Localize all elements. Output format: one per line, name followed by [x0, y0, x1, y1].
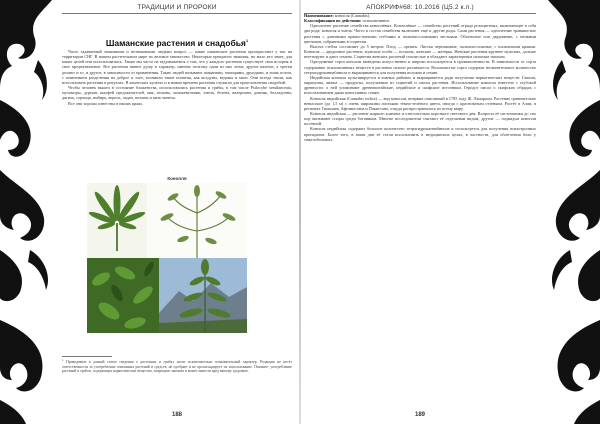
left-page	[62, 0, 292, 424]
paragraph: Чтобы человек вышел в состояние блаженства, использовались растения и грибы, в том числе Psilocybe semilanceata, мухоморы, дурман, шалфей предсказателей, мак, полынь, можжевельник, хмель, белена, валериана, донник, белладонна, дягиль, горчица, имбирь, вереск, ладан, полынь и мать-мачеха.	[62, 85, 292, 101]
left-tribal-ornament	[0, 0, 70, 424]
paragraph: Однолетнее растение семейства коноплёвых. Коноплёвые — семейство растений отряда розоцветных, включающее в себя два рода: конопля и хмель. Часто в состав семейства включают ещё и другие роды. Сами растения — однолетние травянистые растения с длинными прямостоячими стеблями и пальчатосложными листьями. Обоеполые или двудомные, с мелкими цветками, собранными в соцветия.	[304, 23, 536, 44]
paragraph: Часто задаваемый знакомыми и незнакомыми людьми вопрос — какие шаманские растения произрастают у нас на территории СНГ. В нашем растительном мире их великое множество. Некоторые прекрасно знакомы, но мало кто знает, для каких целей они использовались. Также мы часто не задумываемся о том, что у каждого растения существует своя история и свое предназначение. Все растения имеют душу и характер, именно поэтому одни из них лечат, другие калечат, а третьи делают и то, и другое, в зависимости от применения. Таких людей называют шаманами, знахарями, друидами, и лишь потом, с появлением разделения на доброе и злое, возникли такие понятия, как колдуны, ведьмы и маги. Они всегда знали, как использовать растения в ритуалах. В языческих культах и в новые времена растения служили для приготовления снадобий.	[62, 49, 292, 85]
article-title	[62, 38, 292, 48]
photo-caption: Конопля	[167, 176, 187, 181]
field-value: конопля (Cannabis).	[334, 13, 371, 18]
paragraph: Все они хорошо известны в наших краях.	[68, 100, 144, 106]
left-page-number: 188	[171, 412, 182, 418]
paragraph: Конопля индийская содержит большое количество тетрагидроканнабинола и используется для получения психотропных препаратов. Более того, в наши дни её стали использовать в медицинских целях, в частности, для облегчения боли у тяжелобольных.	[304, 126, 536, 142]
field-value: психоактивное.	[362, 18, 391, 24]
right-body-text	[304, 13, 536, 142]
footnote-mark: 1	[62, 358, 64, 362]
field-label: Классификация по действию:	[304, 18, 362, 24]
left-body-text	[62, 49, 292, 106]
footnote-rule	[62, 356, 112, 357]
article-title-text: Шаманские растения и снадобья	[105, 38, 246, 48]
cannabis-photo-collage	[87, 183, 247, 333]
paragraph: Индийская конопля культивируется в южных районах и выращивается ради получения наркотических веществ. Гашиш, марихуана, анаша — продукты, получаемые из соцветий и смолы растения. Использование конопли известно с глубокой древности: о ней упоминают древнекитайские, индийские и скифские источники. Геродот писал о скифских обрядах с использованием дыма конопляных семян.	[304, 74, 536, 96]
right-page	[304, 0, 536, 424]
right-page-number: 189	[414, 412, 425, 418]
right-tribal-ornament	[530, 0, 600, 424]
field-label: Наименование:	[304, 13, 334, 18]
book-gutter	[299, 0, 301, 424]
paragraph: Конопля индийская — растение жаркого климата и относительно короткого светового дня. Вопросы её систематики до сих пор вызывают споры среди ботаников. Многие исследователи считают её отдельным видом, другие — подвидом конопли посевной.	[304, 110, 536, 127]
paragraph: Высота стебля составляет до 5 метров. Плод — орешек. Листья черешковые, пальчатосложные, с пильчатыми краями. Конопля — двудомное растение, мужские особи — посконь, женские — матёрка. Женские растения крупнее мужских, дольше вегетируют и дают семена. Соцветия женских растений смолистые и обладают характерным сильным запахом.	[304, 43, 536, 60]
paragraph: Конопля индийская (Cannabis indica) — вид конопли, впервые описанный в 1785 году Ж. Ламарком. Растение сравнительно невысокое (до 1,5 м) с очень широкими листьями тёмно-зелёного цвета, иногда с красноватым оттенком. Растёт в Азии, в регионах Гималаев, Афганистана и Пакистана, откуда распространилась по всему миру.	[304, 95, 536, 111]
title-footnote-mark: 1	[245, 38, 249, 44]
paragraph: Однодомные сорта конопли выведены искусственно и широко используются в промышленности. В зависимости от сорта содержание психоактивных веществ в растении сильно различается. Волокнистые сорта содержат незначительное количество тетрагидроканнабинола и выращиваются для получения волокна и семян.	[304, 59, 536, 75]
footnote	[62, 358, 292, 373]
footnote-text: Приводимые в данной статье сведения о растениях и грибах носят исключительно познавательный характер. Редакция не несёт ответственности за употребление описанных растений и средств, не одобряет и не пропагандирует их использование. Помните: употребление растений и грибов, содержащих наркотические вещества, запрещено законом и может нанести вред вашему здоровью.	[62, 360, 293, 374]
left-running-header: ТРАДИЦИИ И ПРОРОКИ	[62, 4, 292, 14]
right-running-header: АПОКРИФ#68: 10.2016 (Ц5.2 к.п.)	[304, 4, 536, 14]
